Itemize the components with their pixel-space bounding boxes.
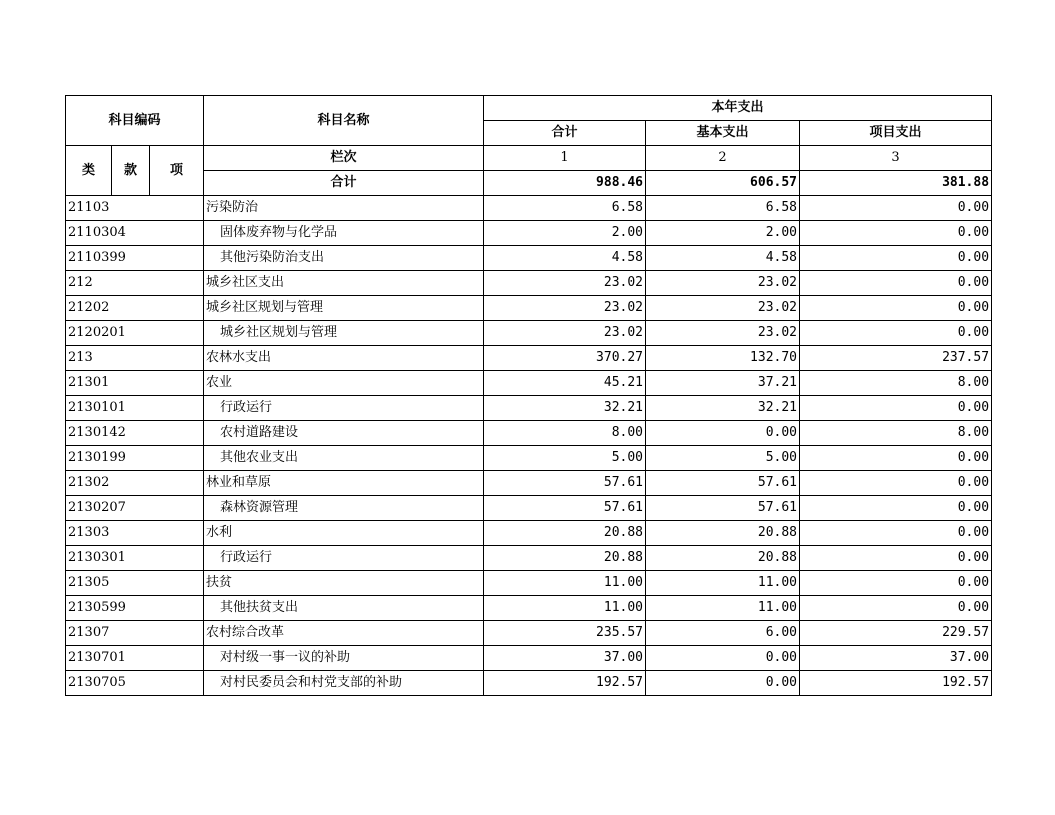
row-total: 37.00 [484, 646, 646, 671]
row-project: 0.00 [800, 471, 992, 496]
row-total: 23.02 [484, 271, 646, 296]
row-name: 城乡社区规划与管理 [204, 296, 484, 321]
table-row [66, 546, 992, 571]
row-code: 2130207 [66, 496, 204, 521]
row-total: 235.57 [484, 621, 646, 646]
item-header: 项 [150, 146, 204, 196]
table-row [66, 496, 992, 521]
row-name: 农业 [204, 371, 484, 396]
row-basic: 20.88 [646, 521, 800, 546]
current-year-expense-header: 本年支出 [484, 96, 992, 121]
row-total: 8.00 [484, 421, 646, 446]
row-total: 11.00 [484, 596, 646, 621]
row-code: 2110304 [66, 221, 204, 246]
row-code: 21303 [66, 521, 204, 546]
row-name: 农村道路建设 [204, 421, 484, 446]
row-code: 2130101 [66, 396, 204, 421]
table-row [66, 646, 992, 671]
row-project: 0.00 [800, 521, 992, 546]
table-row [66, 446, 992, 471]
header-row-3 [66, 146, 992, 171]
row-project: 37.00 [800, 646, 992, 671]
row-code: 2130599 [66, 596, 204, 621]
row-project: 0.00 [800, 271, 992, 296]
row-project: 192.57 [800, 671, 992, 696]
row-code: 21301 [66, 371, 204, 396]
row-name: 其他扶贫支出 [204, 596, 484, 621]
subject-code-header: 科目编码 [66, 96, 204, 146]
row-basic: 0.00 [646, 646, 800, 671]
row-project: 0.00 [800, 196, 992, 221]
row-total: 192.57 [484, 671, 646, 696]
table-row [66, 221, 992, 246]
row-code: 21202 [66, 296, 204, 321]
row-project: 0.00 [800, 246, 992, 271]
row-name: 对村民委员会和村党支部的补助 [204, 671, 484, 696]
total-row [66, 171, 992, 196]
table-body [66, 96, 992, 696]
row-name: 其他污染防治支出 [204, 246, 484, 271]
row-project: 0.00 [800, 321, 992, 346]
row-project: 8.00 [800, 371, 992, 396]
row-project: 0.00 [800, 546, 992, 571]
subject-name-header: 科目名称 [204, 96, 484, 146]
row-code: 21302 [66, 471, 204, 496]
row-name: 城乡社区规划与管理 [204, 321, 484, 346]
row-basic: 2.00 [646, 221, 800, 246]
row-code: 21305 [66, 571, 204, 596]
total-row-project: 381.88 [800, 171, 992, 196]
row-code: 2110399 [66, 246, 204, 271]
table-row [66, 296, 992, 321]
row-name: 水利 [204, 521, 484, 546]
row-code: 2130701 [66, 646, 204, 671]
table-row [66, 371, 992, 396]
row-basic: 23.02 [646, 296, 800, 321]
row-project: 0.00 [800, 396, 992, 421]
row-total: 23.02 [484, 321, 646, 346]
row-code: 2130142 [66, 421, 204, 446]
row-total: 20.88 [484, 546, 646, 571]
row-name: 行政运行 [204, 396, 484, 421]
table-row [66, 621, 992, 646]
row-code: 2120201 [66, 321, 204, 346]
row-total: 6.58 [484, 196, 646, 221]
basic-expense-header: 基本支出 [646, 121, 800, 146]
table-row [66, 321, 992, 346]
row-project: 0.00 [800, 496, 992, 521]
table-row [66, 571, 992, 596]
row-total: 2.00 [484, 221, 646, 246]
row-total: 4.58 [484, 246, 646, 271]
row-total: 57.61 [484, 496, 646, 521]
category-header: 类 [66, 146, 112, 196]
table-row [66, 246, 992, 271]
row-basic: 23.02 [646, 321, 800, 346]
row-basic: 0.00 [646, 421, 800, 446]
row-basic: 11.00 [646, 571, 800, 596]
row-name: 扶贫 [204, 571, 484, 596]
row-name: 森林资源管理 [204, 496, 484, 521]
project-expense-header: 项目支出 [800, 121, 992, 146]
total-row-total: 988.46 [484, 171, 646, 196]
row-basic: 20.88 [646, 546, 800, 571]
row-code: 21103 [66, 196, 204, 221]
table-row [66, 271, 992, 296]
row-total: 5.00 [484, 446, 646, 471]
row-code: 21307 [66, 621, 204, 646]
column-order-label: 栏次 [204, 146, 484, 171]
total-row-basic: 606.57 [646, 171, 800, 196]
total-header: 合计 [484, 121, 646, 146]
row-code: 212 [66, 271, 204, 296]
row-basic: 132.70 [646, 346, 800, 371]
row-project: 237.57 [800, 346, 992, 371]
header-row-1 [66, 96, 992, 121]
row-basic: 57.61 [646, 496, 800, 521]
row-basic: 11.00 [646, 596, 800, 621]
table-row [66, 396, 992, 421]
row-project: 0.00 [800, 571, 992, 596]
row-project: 0.00 [800, 596, 992, 621]
row-name: 污染防治 [204, 196, 484, 221]
row-name: 其他农业支出 [204, 446, 484, 471]
row-basic: 4.58 [646, 246, 800, 271]
row-total: 11.00 [484, 571, 646, 596]
row-project: 0.00 [800, 221, 992, 246]
row-name: 林业和草原 [204, 471, 484, 496]
table-row [66, 521, 992, 546]
row-total: 20.88 [484, 521, 646, 546]
column-number-3: 3 [800, 146, 992, 171]
table-row [66, 421, 992, 446]
row-name: 行政运行 [204, 546, 484, 571]
row-basic: 5.00 [646, 446, 800, 471]
row-total: 370.27 [484, 346, 646, 371]
row-name: 农林水支出 [204, 346, 484, 371]
row-total: 57.61 [484, 471, 646, 496]
row-total: 45.21 [484, 371, 646, 396]
table-row [66, 471, 992, 496]
row-code: 213 [66, 346, 204, 371]
budget-expense-table [65, 95, 992, 696]
row-name: 固体废弃物与化学品 [204, 221, 484, 246]
row-total: 23.02 [484, 296, 646, 321]
row-code: 2130301 [66, 546, 204, 571]
row-project: 8.00 [800, 421, 992, 446]
row-total: 32.21 [484, 396, 646, 421]
table-row [66, 671, 992, 696]
total-row-label: 合计 [204, 171, 484, 196]
row-code: 2130199 [66, 446, 204, 471]
table-row [66, 596, 992, 621]
table-row [66, 196, 992, 221]
row-basic: 32.21 [646, 396, 800, 421]
row-basic: 6.00 [646, 621, 800, 646]
column-number-2: 2 [646, 146, 800, 171]
row-basic: 0.00 [646, 671, 800, 696]
row-basic: 37.21 [646, 371, 800, 396]
column-number-1: 1 [484, 146, 646, 171]
table-row [66, 346, 992, 371]
row-name: 对村级一事一议的补助 [204, 646, 484, 671]
row-project: 229.57 [800, 621, 992, 646]
row-code: 2130705 [66, 671, 204, 696]
row-project: 0.00 [800, 446, 992, 471]
section-header: 款 [112, 146, 150, 196]
row-basic: 57.61 [646, 471, 800, 496]
row-project: 0.00 [800, 296, 992, 321]
row-basic: 6.58 [646, 196, 800, 221]
row-basic: 23.02 [646, 271, 800, 296]
row-name: 农村综合改革 [204, 621, 484, 646]
row-name: 城乡社区支出 [204, 271, 484, 296]
